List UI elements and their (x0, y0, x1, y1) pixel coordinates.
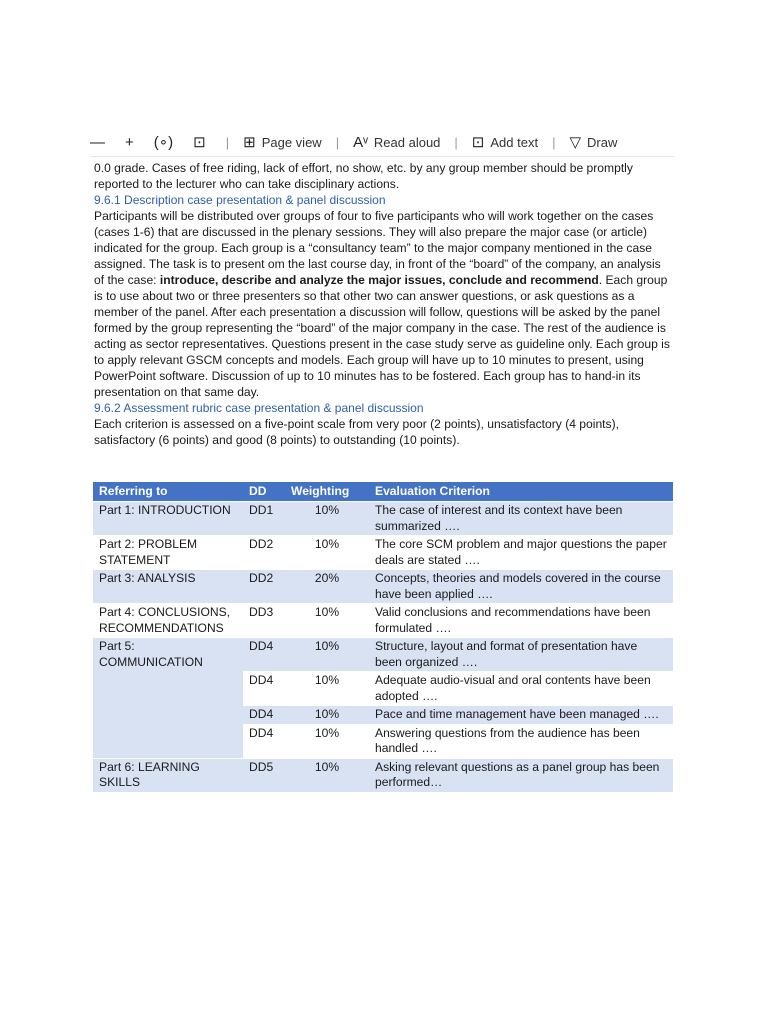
table-row (93, 502, 673, 536)
table-row (93, 758, 673, 792)
draw-label: Draw (587, 134, 618, 150)
plus-icon: + (125, 133, 134, 151)
cell-weighting: 10% (285, 724, 369, 758)
add-text-button[interactable] (472, 133, 538, 151)
cell-weighting: 10% (285, 638, 369, 672)
cell-referring-to: Part 3: ANALYSIS (93, 570, 243, 604)
description-bold-text: introduce, describe and analyze the major issues, conclude and recommend (159, 273, 599, 287)
page-view-label: Page view (261, 134, 322, 150)
draw-button[interactable] (569, 133, 617, 151)
header-referring-to: Referring to (93, 482, 243, 502)
description-text-part-a: Participants will be distributed over groups of four to five participants who will work together on the cases (cases 1-6) that are discussed in the plenary sessions. They will also prepare the major case (or article) indicated for the group. Each group is a “consultancy team” to the major company mentioned in the case assigned. The task is to present om the last course day, in front of the “board” of the company, an analysis of the case: (94, 209, 661, 287)
section-heading-assessment: 9.6.2 Assessment rubric case presentation & panel discussion (94, 401, 424, 415)
cell-referring-to: Part 2: PROBLEM STATEMENT (93, 536, 243, 570)
cell-weighting: 10% (285, 758, 369, 792)
cell-dd: DD4 (243, 724, 285, 758)
table-header-row (93, 482, 673, 502)
cell-referring-to: Part 6: LEARNING SKILLS (93, 758, 243, 792)
cell-weighting: 20% (285, 570, 369, 604)
cell-criterion: The core SCM problem and major questions the paper deals are stated …. (369, 536, 673, 570)
assessment-paragraph: Each criterion is assessed on a five-point scale from very poor (2 points), unsatisfactory (4 points), satisfactory (6 points) and good (8 points) to outstanding (10 points). (94, 417, 619, 447)
cell-weighting: 10% (285, 672, 369, 706)
page-view-button[interactable] (243, 133, 322, 151)
cell-dd: DD2 (243, 536, 285, 570)
section-heading-description: 9.6.1 Description case presentation & panel discussion (94, 193, 386, 207)
fit-page-icon: ⊡ (193, 134, 206, 151)
read-aloud-icon: Aᵛ (353, 133, 368, 151)
cell-criterion: Answering questions from the audience has been handled …. (369, 724, 673, 758)
assessment-rubric-table (93, 482, 673, 792)
toolbar-separator: | (552, 134, 556, 150)
intro-paragraph: 0.0 grade. Cases of free riding, lack of effort, no show, etc. by any group member should be promptly reported to the lecturer who can take disciplinary actions. (94, 161, 633, 191)
cell-dd: DD4 (243, 706, 285, 725)
cell-referring-to: Part 1: INTRODUCTION (93, 502, 243, 536)
description-text-part-b: . Each group is to use about two or three presenters so that other two can answer questions, or ask questions as a member of the panel. After each presentation a discussion will follow, questions will be asked by the panel formed by the group representing the “board” of the major company in the case. The rest of the audience is acting as sector representatives. Questions present in the case study serve as guideline only. Each group is to apply relevant GSCM concepts and models. Each group will have up to 10 minutes to present, using PowerPoint software. Discussion of up to 10 minutes has to be fostered. Each group has to hand-in its presentation on that same day. (94, 273, 670, 399)
minus-icon: — (90, 133, 105, 151)
cell-criterion: Asking relevant questions as a panel group has been performed… (369, 758, 673, 792)
read-aloud-button[interactable] (353, 134, 440, 151)
table-row (93, 604, 673, 638)
rotate-icon: (∘) (153, 134, 174, 151)
cell-criterion: Concepts, theories and models covered in the course have been applied …. (369, 570, 673, 604)
header-dd: DD (243, 482, 285, 502)
toolbar-separator: | (335, 134, 340, 150)
add-text-label: Add text (490, 134, 539, 150)
rotate-button[interactable] (154, 133, 179, 151)
toolbar-separator: | (225, 134, 230, 150)
draw-icon: ▽ (569, 134, 582, 151)
page-view-icon: ⊞ (243, 134, 256, 151)
toolbar-separator: | (454, 134, 458, 150)
cell-referring-to: Part 5: COMMUNICATION (93, 638, 243, 759)
cell-dd: DD2 (243, 570, 285, 604)
table-row (93, 570, 673, 604)
cell-criterion: Pace and time management have been managed …. (369, 706, 673, 725)
zoom-in-button[interactable] (125, 134, 140, 151)
add-text-icon: ⊡ (471, 134, 485, 151)
cell-criterion: The case of interest and its context have been summarized …. (369, 502, 673, 536)
cell-weighting: 10% (285, 536, 369, 570)
read-aloud-label: Read aloud (373, 134, 441, 150)
description-paragraph (94, 208, 674, 400)
cell-criterion: Adequate audio-visual and oral contents have been adopted …. (369, 672, 673, 706)
header-weighting: Weighting (285, 482, 369, 502)
header-evaluation-criterion: Evaluation Criterion (369, 482, 673, 502)
table-row (93, 638, 673, 672)
fit-page-button[interactable] (193, 133, 212, 151)
cell-referring-to: Part 4: CONCLUSIONS, RECOMMENDATIONS (93, 604, 243, 638)
cell-criterion: Structure, layout and format of presentation have been organized …. (369, 638, 673, 672)
cell-dd: DD3 (243, 604, 285, 638)
table-row (93, 536, 673, 570)
cell-dd: DD4 (243, 638, 285, 672)
cell-weighting: 10% (285, 604, 369, 638)
viewer-toolbar (90, 128, 674, 157)
cell-weighting: 10% (285, 502, 369, 536)
cell-dd: DD1 (243, 502, 285, 536)
cell-dd: DD4 (243, 672, 285, 706)
cell-criterion: Valid conclusions and recommendations have been formulated …. (369, 604, 673, 638)
cell-weighting: 10% (285, 706, 369, 725)
cell-dd: DD5 (243, 758, 285, 792)
zoom-out-button[interactable] (90, 134, 111, 151)
document-page (94, 160, 674, 448)
